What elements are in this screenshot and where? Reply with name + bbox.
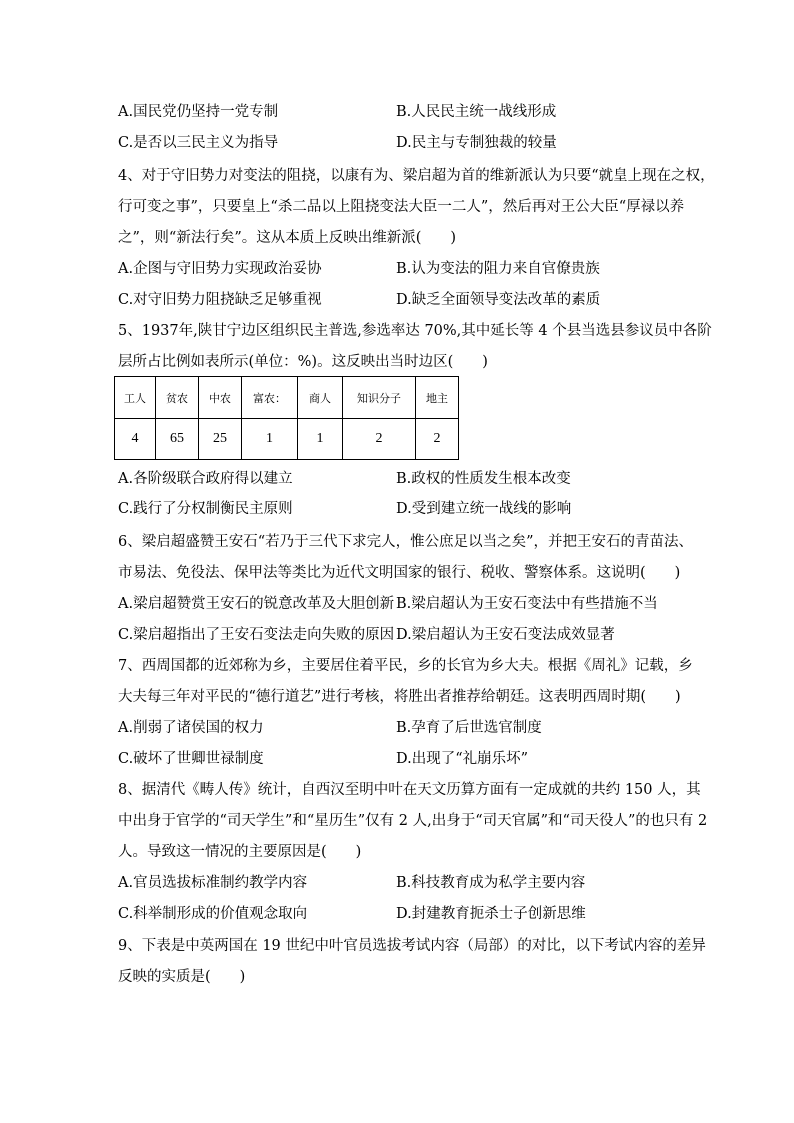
q4-stem-line-3: 之”，则“新法行矣”。这从本质上反映出维新派( )	[118, 230, 457, 246]
q7-stem-line-1: 7、西周国都的近郊称为乡，主要居住着平民，乡的长官为乡大夫。根据《周礼》记载，乡	[118, 658, 693, 674]
q9-stem-line-2: 反映的实质是( )	[118, 969, 246, 985]
q6-option-a: A.梁启超赞赏王安石的锐意改革及大胆创新	[118, 596, 395, 612]
q7-option-d: D.出现了“礼崩乐坏”	[396, 751, 529, 767]
q8-stem-line-1: 8、据清代《畴人传》统计，自西汉至明中叶在天文历算方面有一定成就的共约 150 人，其	[118, 782, 701, 798]
q9-stem-line-1: 9、下表是中英两国在 19 世纪中叶官员选拔考试内容（局部）的对比，以下考试内容的差异	[118, 938, 706, 954]
q5-option-c: C.践行了分权制衡民主原则	[118, 501, 293, 517]
q3-option-b: B.人民民主统一战线形成	[396, 104, 557, 120]
table-header-cell: 工人	[115, 377, 156, 419]
table-cell: 25	[199, 419, 242, 460]
table-cell: 65	[156, 419, 199, 460]
q4-option-d: D.缺乏全面领导变法改革的素质	[396, 292, 601, 308]
q6-stem-line-2: 市易法、免役法、保甲法等类比为近代文明国家的银行、税收、警察体系。这说明( )	[118, 565, 681, 581]
q8-option-c: C.科举制形成的价值观念取向	[118, 906, 308, 922]
q7-option-b: B.孕育了后世选官制度	[396, 720, 542, 736]
q3-option-a: A.国民党仍坚持一党专制	[118, 104, 279, 120]
q4-option-c: C.对守旧势力阻挠缺乏足够重视	[118, 292, 322, 308]
table-cell: 2	[343, 419, 416, 460]
q7-option-a: A.削弱了诸侯国的权力	[118, 720, 264, 736]
q6-stem-line-1: 6、梁启超盛赞王安石“若乃于三代下求完人，惟公庶足以当之矣”，并把王安石的青苗法、	[118, 534, 694, 550]
table-cell: 2	[416, 419, 459, 460]
q8-option-b: B.科技教育成为私学主要内容	[396, 875, 586, 891]
q4-stem-line-2: 行可变之事”，只要皇上“杀二品以上阻挠变法大臣一二人”，然后再对王公大臣“厚禄以养	[118, 199, 685, 215]
q6-option-d: D.梁启超认为王安石变法成效显著	[396, 627, 615, 643]
q5-option-b: B.政权的性质发生根本改变	[396, 471, 571, 487]
table-header-cell: 中农	[199, 377, 242, 419]
q4-option-b: B.认为变法的阻力来自官僚贵族	[396, 261, 600, 277]
q5-option-a: A.各阶级联合政府得以建立	[118, 471, 293, 487]
q4-option-a: A.企图与守旧势力实现政治妥协	[118, 261, 322, 277]
q8-option-a: A.官员选拔标准制约教学内容	[118, 875, 308, 891]
q6-option-c: C.梁启超指出了王安石变法走向失败的原因	[118, 627, 395, 643]
table-cell: 4	[115, 419, 156, 460]
table-cell: 1	[298, 419, 343, 460]
q6-option-b: B.梁启超认为王安石变法中有些措施不当	[396, 596, 658, 612]
table-row	[115, 419, 459, 460]
q7-stem-line-2: 大夫每三年对平民的“德行道艺”进行考核，将胜出者推荐给朝廷。这表明西周时期( )	[118, 689, 681, 705]
q7-option-c: C.破坏了世卿世禄制度	[118, 751, 264, 767]
table-header-cell: 富农：	[242, 377, 298, 419]
q8-option-d: D.封建教育扼杀士子创新思维	[396, 906, 586, 922]
q8-stem-line-2: 中出身于官学的“司天学生”和“星历生”仅有 2 人,出身于“司天官属”和“司天役人”的也只有 2	[118, 813, 708, 829]
table-header-cell: 知识分子	[343, 377, 416, 419]
q5-class-ratio-table	[114, 376, 459, 460]
table-cell: 1	[242, 419, 298, 460]
table-header-row	[115, 377, 459, 419]
q5-stem-line-1: 5、1937年,陕甘宁边区组织民主普选,参选率达 70%,其中延长等 4 个县当选县参议员中各阶	[118, 323, 712, 339]
q3-option-c: C.是否以三民主义为指导	[118, 135, 279, 151]
q5-option-d: D.受到建立统一战线的影响	[396, 501, 572, 517]
table-header-cell: 商人	[298, 377, 343, 419]
q8-stem-line-3: 人。导致这一情况的主要原因是( )	[118, 844, 362, 860]
q4-stem-line-1: 4、对于守旧势力对变法的阻挠，以康有为、梁启超为首的维新派认为只要“就皇上现在之权，	[118, 168, 715, 184]
q3-option-d: D.民主与专制独裁的较量	[396, 135, 557, 151]
q5-stem-line-2: 层所占比例如表所示(单位：%)。这反映出当时边区( )	[118, 354, 488, 370]
table-header-cell: 地主	[416, 377, 459, 419]
table-header-cell: 贫农	[156, 377, 199, 419]
